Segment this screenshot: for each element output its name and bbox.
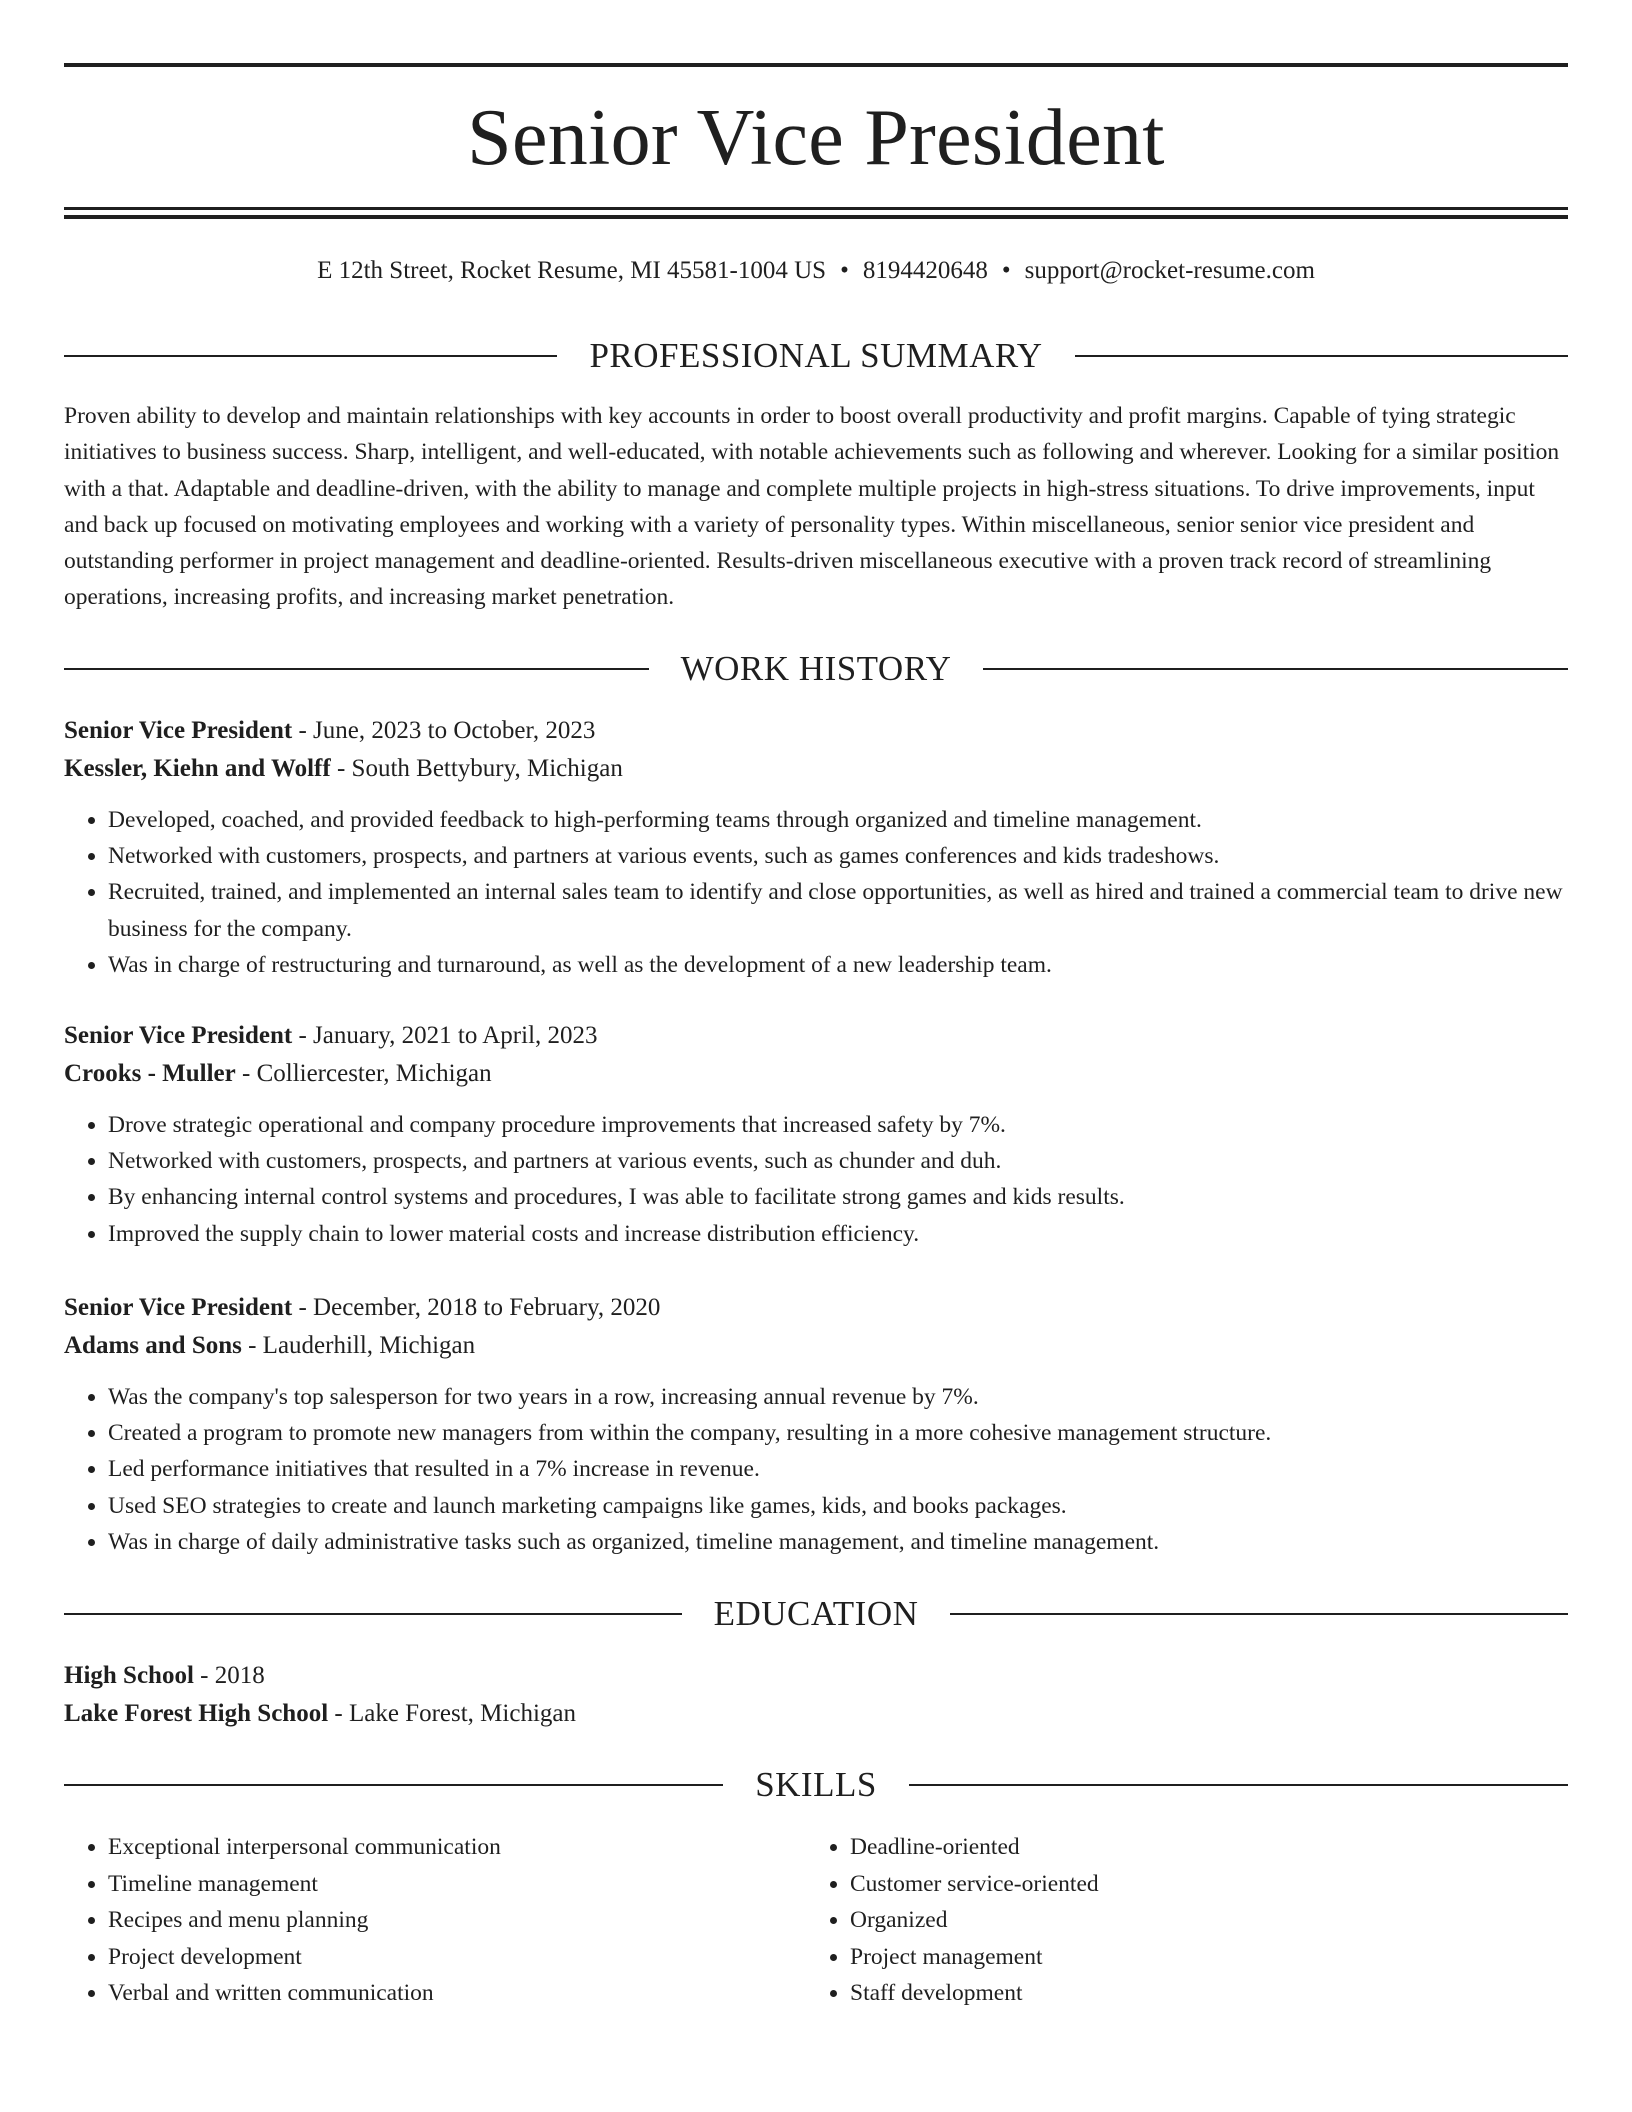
job-title: Senior Vice President: [64, 1294, 293, 1321]
section-rule-right: [950, 1613, 1568, 1615]
header-top-rule: [64, 63, 1568, 67]
job-title-line: [64, 712, 1568, 750]
job-dates: - January, 2021 to April, 2023: [292, 1022, 598, 1049]
job-bullet: • Was in charge of restructuring and turnaround, as well as the development of a new leadership team.: [108, 947, 1568, 983]
job-company: Crooks - Muller: [64, 1060, 236, 1087]
contact-address: E 12th Street, Rocket Resume, MI 45581-1004 US: [317, 257, 827, 284]
job-entry: [64, 1289, 1568, 1560]
contact-separator: •: [840, 257, 849, 284]
contact-separator: •: [1001, 257, 1011, 284]
header-bottom-rule-thick: [64, 215, 1568, 219]
contact-phone: 8194420648: [862, 257, 988, 284]
job-bullet: • Improved the supply chain to lower material costs and increase distribution efficiency.: [108, 1216, 1568, 1252]
section-rule-right: [1075, 355, 1568, 357]
skills-list: [64, 1829, 1568, 2012]
job-company-line: [64, 750, 1568, 788]
section-title: EDUCATION: [713, 1594, 919, 1633]
job-title: Senior Vice President: [64, 1022, 293, 1049]
section-rule-left: [64, 1784, 723, 1786]
job-bullet: • Developed, coached, and provided feedback to high-performing teams through organized and timeline management.: [108, 802, 1568, 838]
skill-item: • Verbal and written communication: [108, 1975, 806, 2012]
job-bullet: • Networked with customers, prospects, and partners at various events, such as games conferences and kids tradeshows.: [108, 838, 1568, 874]
job-location: - South Bettybury, Michigan: [330, 755, 623, 782]
section-rule-left: [64, 668, 649, 670]
job-location: - Colliercester, Michigan: [235, 1060, 492, 1087]
section-title: WORK HISTORY: [680, 649, 952, 688]
job-bullet: • Was the company's top salesperson for two years in a row, increasing annual revenue by 7%.: [108, 1379, 1568, 1415]
job-bullet: • Led performance initiatives that resulted in a 7% increase in revenue.: [108, 1451, 1568, 1487]
skill-item: • Project development: [108, 1939, 806, 1976]
section-heading-education: [64, 1592, 1568, 1636]
job-title: Senior Vice President: [64, 717, 293, 744]
skill-item: • Organized: [850, 1902, 1568, 1939]
contact-email: support@rocket-resume.com: [1024, 257, 1315, 284]
job-entry: [64, 712, 1568, 983]
section-rule-right: [909, 1784, 1568, 1786]
section-title: SKILLS: [755, 1765, 877, 1804]
section-heading-work: [64, 647, 1568, 691]
skill-item: • Customer service-oriented: [850, 1866, 1568, 1903]
resume-name: Senior Vice President: [467, 94, 1165, 182]
contact-line: [64, 254, 1568, 288]
skill-item: • Deadline-oriented: [850, 1829, 1568, 1866]
job-bullets: [64, 1107, 1568, 1252]
job-bullet: • Drove strategic operational and company procedure improvements that increased safety by 7%.: [108, 1107, 1568, 1143]
education-year: - 2018: [193, 1662, 265, 1689]
education-degree-line: [64, 1657, 1568, 1695]
job-title-line: [64, 1017, 1568, 1055]
job-company: Adams and Sons: [64, 1332, 242, 1359]
skill-item: • Project management: [850, 1939, 1568, 1976]
education-degree: High School: [64, 1662, 194, 1689]
section-rule-left: [64, 1613, 682, 1615]
section-rule-right: [983, 668, 1568, 670]
job-dates: - June, 2023 to October, 2023: [292, 717, 596, 744]
job-entry: [64, 1017, 1568, 1252]
education-entry: [64, 1657, 1568, 1733]
skill-item: • Staff development: [850, 1975, 1568, 2012]
job-bullets: [64, 1379, 1568, 1560]
section-rule-left: [64, 355, 557, 357]
job-bullet: • Was in charge of daily administrative tasks such as organized, timeline management, and timeline management.: [108, 1524, 1568, 1560]
job-title-line: [64, 1289, 1568, 1327]
job-bullet: • Recruited, trained, and implemented an internal sales team to identify and close opportunities, as well as hired and trained a commercial team to drive new business for the company.: [108, 874, 1568, 946]
job-bullets: [64, 802, 1568, 983]
education-school-line: [64, 1695, 1568, 1733]
skill-item: • Timeline management: [108, 1866, 806, 1903]
education-school: Lake Forest High School: [64, 1700, 329, 1727]
skills-column-left: [64, 1829, 806, 2012]
job-location: - Lauderhill, Michigan: [241, 1332, 476, 1359]
job-bullet: • By enhancing internal control systems and procedures, I was able to facilitate strong games and kids results.: [108, 1179, 1568, 1215]
job-bullet: • Networked with customers, prospects, and partners at various events, such as chunder and duh.: [108, 1143, 1568, 1179]
skills-column-right: [806, 1829, 1568, 2012]
job-bullet: • Used SEO strategies to create and launch marketing campaigns like games, kids, and books packages.: [108, 1488, 1568, 1524]
skill-item: • Exceptional interpersonal communication: [108, 1829, 806, 1866]
header-bottom-rule-thin: [64, 207, 1568, 210]
section-title: PROFESSIONAL SUMMARY: [589, 336, 1043, 375]
section-heading-summary: [64, 334, 1568, 378]
skill-item: • Recipes and menu planning: [108, 1902, 806, 1939]
job-bullet: • Created a program to promote new managers from within the company, resulting in a more cohesive management structure.: [108, 1415, 1568, 1451]
summary-paragraph: Proven ability to develop and maintain relationships with key accounts in order to boost overall productivity and profit margins. Capable of tying strategic initiatives to business success. Sharp, intelligent, and well-educated, with notable achievements such as following and wherever. Looking for a similar position with a that. Adaptable and deadline-driven, with the ability to manage and complete multiple projects in high-stress situations. To drive improvements, input and back up focused on motivating employees and working with a variety of personality types. Within miscellaneous, senior senior vice president and outstanding performer in project management and deadline-oriented. Results-driven miscellaneous executive with a proven track record of streamlining operations, increasing profits, and increasing market penetration.: [64, 403, 1560, 611]
section-heading-skills: [64, 1763, 1568, 1807]
job-company-line: [64, 1055, 1568, 1093]
job-company-line: [64, 1327, 1568, 1365]
job-dates: - December, 2018 to February, 2020: [292, 1294, 661, 1321]
education-location: - Lake Forest, Michigan: [328, 1700, 576, 1727]
job-company: Kessler, Kiehn and Wolff: [64, 755, 331, 782]
